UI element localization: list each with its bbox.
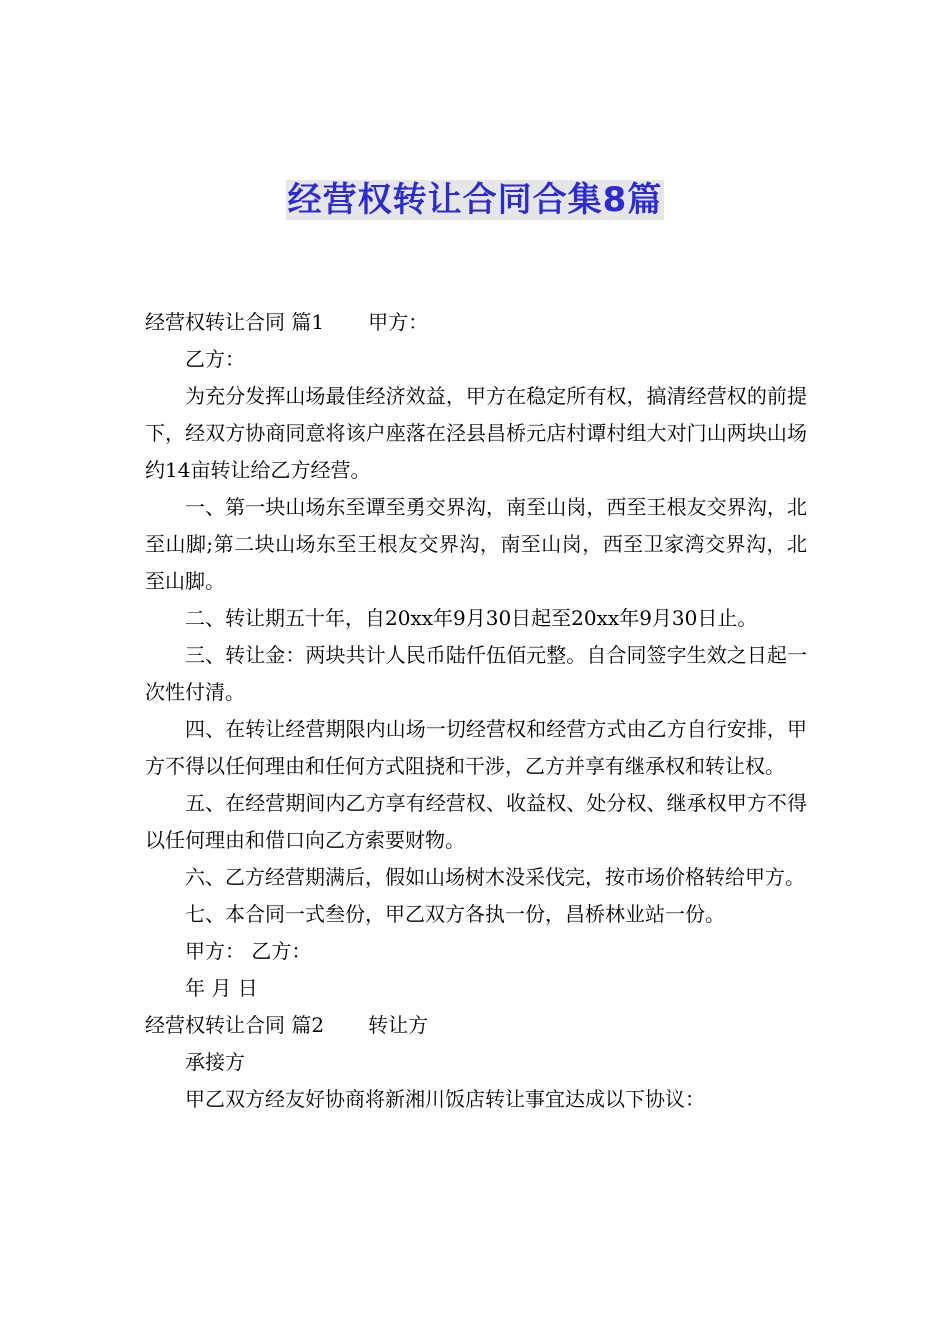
paragraph: 一、第一块山场东至谭至勇交界沟，南至山岗，西至王根友交界沟，北至山脚;第二块山场东至王根友交界沟，南至山岗，西至卫家湾交界沟，北至山脚。 <box>145 495 807 593</box>
paragraph: 承接方 <box>185 1050 245 1074</box>
paragraph: 四、在转让经营期限内山场一切经营权和经营方式由乙方自行安排，甲方不得以任何理由和任何方式阻挠和干涉，乙方并享有继承权和转让权。 <box>145 717 807 778</box>
section-heading-label: 经营权转让合同 篇2 <box>145 1013 325 1037</box>
paragraph: 三、转让金：两块共计人民币陆仟伍佰元整。自合同签字生效之日起一次性付清。 <box>145 643 807 704</box>
paragraph: 甲乙双方经友好协商将新湘川饭店转让事宜达成以下协议： <box>185 1087 705 1111</box>
section-heading-tail: 甲方： <box>368 310 429 334</box>
paragraph: 二、转让期五十年，自20xx年9月30日起至20xx年9月30日止。 <box>185 606 758 630</box>
document-title <box>0 176 950 224</box>
date-line: 年 月 日 <box>185 976 258 1000</box>
signature-line: 甲方： 乙方： <box>185 939 312 963</box>
document-title-text: 经营权转让合同合集8篇 <box>287 180 663 220</box>
paragraph: 六、乙方经营期满后，假如山场树木没采伐完，按市场价格转给甲方。 <box>185 865 805 889</box>
section-heading-label: 经营权转让合同 篇1 <box>145 310 325 334</box>
section-heading-2 <box>145 1007 807 1044</box>
paragraph: 乙方： <box>185 347 245 371</box>
document-body <box>145 304 807 1118</box>
section-heading-tail: 转让方 <box>368 1013 429 1037</box>
paragraph: 五、在经营期间内乙方享有经营权、收益权、处分权、继承权甲方不得以任何理由和借口向乙方索要财物。 <box>145 791 807 852</box>
section-heading-1 <box>145 304 807 341</box>
paragraph: 七、本合同一式叁份，甲乙双方各执一份，昌桥林业站一份。 <box>185 902 725 926</box>
paragraph: 为充分发挥山场最佳经济效益，甲方在稳定所有权，搞清经营权的前提下，经双方协商同意将该户座落在泾县昌桥元店村谭村组大对门山两块山场约14亩转让给乙方经营。 <box>145 384 807 482</box>
